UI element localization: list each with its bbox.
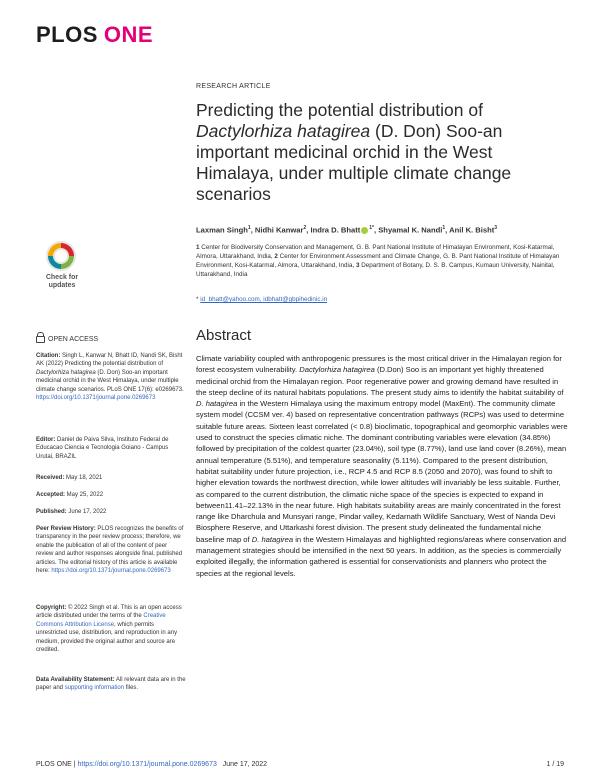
open-lock-icon [36, 336, 45, 343]
abstract-species: Dactylorhiza hatagirea [299, 365, 375, 375]
abstract-text: in the Western Himalaya using the maximum entropy model (MaxEnt). The community climate system model (CCSM ver. 4) based on representative concentration pathways (RCPs) was used to determine suitable future areas. Sixteen least correlated (< 0.8) bioclimatic, topographical and geomorphic variables were used to construct the species climatic niche. The dominant contributing variables were elevation (34.85%) followed by precipitation of the coldest quarter (23.04%), soil type (8.77%), land use land cover (8.26%), mean annual temperature (5.51%), and temperature seasonality (5.11%). Compared to the present distribution, habitat suitability under future projection, i.e., RCP 4.5 and RCP 8.5 (2050 and 2070), was found to shift to higher elevation towards the northwest direction, while lower altitudes will invariably be less suitable. Further, as compared to the current distribution, the climatic niche space of the species is expected to expand in between11.41–22.13% in the near future. High habitats suitability areas are mainly concentrated in the forest range like Dharchula and Munsyari range, Pindar valley, Kedarnath Wildlife Sanctuary, West of Nanda Devi Biosphere Reserve, and Uttarkashi forest division. The present study delineated the fundamental niche baseline map of [196, 399, 568, 544]
data-availability-text: files. [124, 685, 139, 692]
check-for-updates-label[interactable] [36, 274, 88, 290]
abstract-heading: Abstract [196, 327, 252, 344]
citation-text: Singh L, Kanwar N, Bhatt ID, Nandi SK, Bisht AK (2022) Predicting the potential distribution of [36, 353, 183, 368]
footer-journal: PLOS ONE [36, 761, 72, 768]
affil-text: Center for Environment Assessment and Climate Change, G. B. Pant National Institute of Himalayan Environment, Kosi-Katarmal, Almora, Uttarakhand, India, [196, 253, 560, 269]
affil-text: Department of Botany, D. S. B. Campus, Kumaun University, Nainital, Uttarakhand, India [196, 262, 555, 278]
title-species: Dactylorhiza hatagirea [196, 121, 371, 141]
published-date [36, 508, 186, 516]
accepted-text: May 25, 2022 [65, 492, 104, 498]
received-date [36, 474, 186, 482]
peer-review-text: PLOS recognizes the benefits of transparency in the peer review process; therefore, we enable the publication of all of the content of peer review and author responses alongside final, published articles. The editorial history of this article is available here: [36, 526, 184, 575]
author-name[interactable]: Shyamal K. Nandi [378, 225, 443, 235]
logo-one: ONE [103, 22, 154, 47]
corr-marker: * [196, 296, 199, 303]
received-label: Received: [36, 475, 65, 481]
copyright-text: , which permits unrestricted use, distribution, and reproduction in any medium, provided the original author and source are credited. [36, 621, 178, 654]
affil-num: 1 [196, 244, 200, 251]
supporting-info-link[interactable]: supporting information [64, 685, 125, 692]
footer-date: June 17, 2022 [222, 761, 268, 768]
author-list: Laxman Singh$^1$, Nidhi Kanwar$^2$, Indra D. Bhatt $^{1*}$, Shyamal K. Nandi$^1$, Anil K. Bisht$^3$ [196, 225, 498, 235]
abstract-text: in the Western Himalayas and highlighted regions/areas where conservation and management strategies should be intensified in the next 50 years. In addition, as the species is commercially exploited illegally, the information gathered is essential for conservationists and planners who protect the species at the regional levels. [196, 534, 567, 578]
open-access-label: OPEN ACCESS [48, 336, 99, 343]
author-sup: 3 [494, 225, 498, 231]
journal-logo [36, 22, 153, 48]
peer-review-link[interactable]: https://doi.org/10.1371/journal.pone.0269673 [51, 568, 171, 575]
author-sup: 1 [247, 225, 251, 231]
author-name[interactable]: Nidhi Kanwar [254, 225, 304, 235]
page-footer [36, 761, 267, 768]
abstract-text: (D.Don) Soo is an important yet highly threatened medicinal orchid from the Himalayan region. Poor regenerative power and growing demand have resulted in the steep decline of its natural habitats populations. The present study aims to identify the habitat suitability of [196, 365, 564, 397]
abstract-species: D. hatagirea [196, 399, 238, 409]
published-text: June 17, 2022 [66, 509, 107, 515]
citation-block [36, 352, 186, 402]
open-access-badge [36, 334, 98, 343]
title-part2: (D. Don) Soo-an important medicinal orchid in the West Himalaya, under multiple climate change scenarios [196, 121, 512, 204]
author-name[interactable]: Laxman Singh [196, 225, 248, 235]
editor-label: Editor: [36, 437, 56, 443]
article-title [196, 100, 568, 205]
data-availability-label: Data Availability Statement: [36, 677, 115, 683]
abstract-body [196, 353, 568, 579]
article-type: RESEARCH ARTICLE [196, 83, 271, 90]
affil-num: 3 [355, 262, 360, 269]
logo-plos: PLOS [36, 22, 98, 47]
peer-review-block [36, 525, 186, 575]
accepted-label: Accepted: [36, 492, 66, 498]
abstract-text: Climate variability coupled with anthropogenic pressures is the most critical driver in the Himalayan region for forest ecosystem vulnerability. [196, 354, 562, 375]
page-number: 1 / 19 [546, 761, 564, 768]
citation-doi-link[interactable]: https://doi.org/10.1371/journal.pone.0269673 [36, 395, 156, 402]
affiliations [196, 243, 568, 279]
data-availability-text: All relevant data are in the paper and [36, 677, 186, 692]
accepted-date [36, 491, 186, 499]
citation-species: Dactylorhiza hatagirea [36, 369, 96, 376]
title-part1: Predicting the potential distribution of [196, 100, 483, 120]
author-name[interactable]: Indra D. Bhatt [310, 225, 361, 235]
editor-text: Daniel de Paiva Silva, Instituto Federal de Educacao Ciencia e Tecnologia Goiano - Campus Urutai, BRAZIL [36, 437, 169, 460]
author-name[interactable]: Anil K. Bisht [449, 225, 495, 235]
citation-label: Citation: [36, 353, 61, 359]
copyright-text: © 2022 Singh et al. This is an open access article distributed under the terms of the [36, 605, 182, 620]
check-line1: Check for [45, 274, 79, 281]
citation-text: (D. Don) Soo-an important medicinal orchid in the West Himalaya, under multiple climate change scenarios. PLoS ONE 17(6): e0269673. [36, 369, 184, 393]
published-label: Published: [36, 509, 67, 515]
author-sup: 2 [303, 225, 307, 231]
received-text: May 18, 2021 [64, 475, 103, 481]
data-availability-block [36, 676, 186, 693]
license-link[interactable]: Creative Commons Attribution License [36, 613, 166, 628]
corr-email-link[interactable]: id_bhatt@yahoo.com, idbhatt@gbpihedinic.in [200, 296, 328, 303]
footer-doi-link[interactable]: https://doi.org/10.1371/journal.pone.0269673 [77, 761, 217, 768]
peer-review-label: Peer Review History: [36, 526, 96, 532]
author-sup: 1 [442, 225, 446, 231]
abstract-species: D. hatagirea [251, 534, 294, 544]
copyright-label: Copyright: [36, 605, 67, 611]
corresponding-author [196, 296, 568, 303]
orcid-icon[interactable] [361, 227, 368, 234]
author-sup: 1* [369, 225, 374, 231]
footer-sep: | [71, 761, 78, 768]
editor-block [36, 436, 186, 461]
affil-text: Center for Biodiversity Conservation and Management, G. B. Pant National Institute of Himalayan Environment, Kosi-Katarmal, Almora, Uttarakhand, India, [196, 244, 555, 260]
check-line2: updates [48, 282, 76, 289]
copyright-block [36, 604, 186, 654]
affil-num: 2 [274, 253, 278, 260]
